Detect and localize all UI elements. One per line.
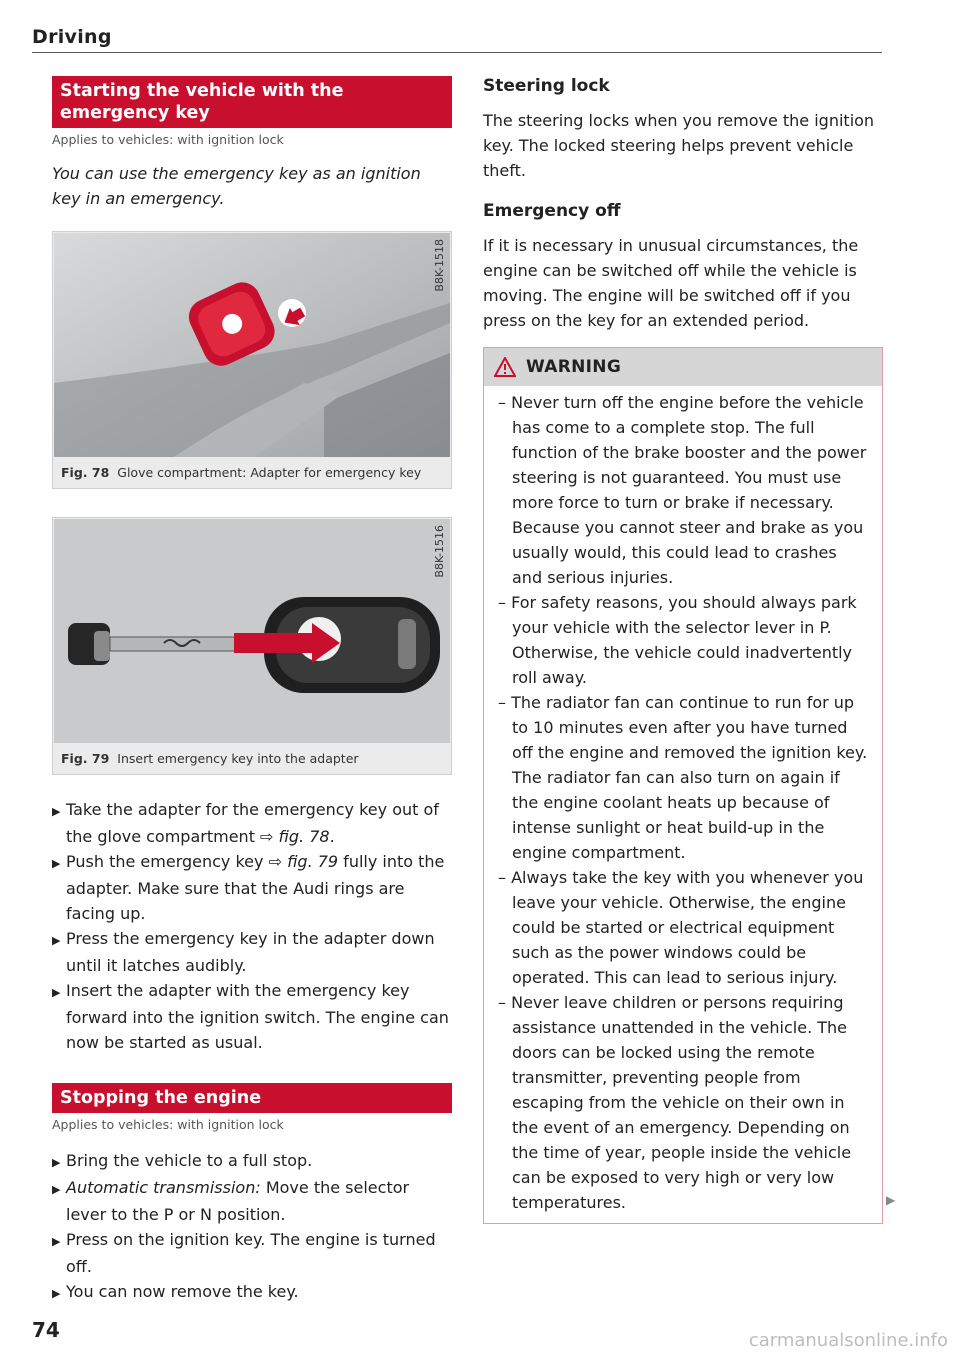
- bullet-arrow-icon: ▶: [52, 805, 61, 818]
- continue-arrow-icon: ▶: [886, 1193, 896, 1207]
- figure-78-caption: [53, 458, 451, 488]
- header-divider: [32, 52, 882, 53]
- start-steps-list: [52, 797, 452, 1055]
- steering-lock-heading: Steering lock: [483, 76, 610, 96]
- warning-title: WARNING: [526, 357, 622, 377]
- steering-lock-text: The steering locks when you remove the ignition key. The locked steering helps prevent vehicle theft.: [483, 111, 875, 180]
- left-column: [52, 76, 452, 1306]
- figure-79: [52, 517, 452, 775]
- emergency-off-heading: Emergency off: [483, 201, 621, 221]
- figure-79-caption: [53, 744, 451, 774]
- bullet-arrow-icon: ▶: [52, 934, 61, 947]
- list-item: ▶ Take the adapter for the emergency key out of the glove compartment ⇨ fig. 78.: [52, 800, 439, 846]
- list-item: ▶ Press the emergency key in the adapter down until it latches audibly.: [52, 929, 435, 975]
- figure-code: B8K-1518: [433, 239, 446, 292]
- warning-triangle-icon: [494, 357, 516, 377]
- warning-item: – The radiator fan can continue to run for up to 10 minutes even after you have turned off the engine and removed the ignition key. The radiator fan can also turn on again if the engine coolant heats up because of intense sunlight or heat build-up in the engine compartment.: [498, 693, 868, 862]
- figure-78: [52, 231, 452, 489]
- emergency-off-text: If it is necessary in unusual circumstances, the engine can be switched off while the vehicle is moving. The engine will be switched off if you press on the key for an extended period.: [483, 236, 859, 330]
- warning-header: [484, 348, 882, 386]
- warning-item: – For safety reasons, you should always park your vehicle with the selector lever in P. Otherwise, the vehicle could inadvertently roll away.: [498, 593, 857, 687]
- figure-78-image: [54, 233, 450, 457]
- right-column: [483, 76, 883, 1224]
- figure-code: B8K-1516: [433, 525, 446, 578]
- page-number: 74: [32, 1318, 60, 1342]
- warning-item: – Never turn off the engine before the vehicle has come to a complete stop. The full function of the brake booster and the power steering is not guaranteed. You must use more force to turn or brake if necessary. Because you cannot steer and brake as you usually would, this could lead to crashes and serious injuries.: [498, 393, 867, 587]
- figure-label: Fig. 79: [61, 751, 110, 766]
- bullet-arrow-icon: ▶: [52, 857, 61, 870]
- list-item: ▶ Bring the vehicle to a full stop.: [52, 1148, 452, 1175]
- list-item: ▶ Push the emergency key ⇨ fig. 79 fully into the adapter. Make sure that the Audi rings are facing up.: [52, 852, 445, 923]
- watermark: carmanualsonline.info: [748, 1330, 948, 1351]
- figure-label: Fig. 78: [61, 465, 110, 480]
- intro-text: You can use the emergency key as an ignition key in an emergency.: [52, 164, 421, 208]
- figure-reference-link[interactable]: ⇨ fig. 78: [260, 827, 330, 846]
- warning-item: – Never leave children or persons requiring assistance unattended in the vehicle. The doors can be locked using the remote transmitter, preventing people from escaping from the vehicle on their own in the event of an emergency. Depending on the time of year, people inside the vehicle can be exposed to very high or very low temperatures.: [498, 993, 852, 1212]
- list-item: ▶ Insert the adapter with the emergency key forward into the ignition switch. The engine can now be started as usual.: [52, 981, 449, 1052]
- emergency-key-adapter-illustration: [54, 519, 450, 743]
- figure-79-image: [54, 519, 450, 743]
- bullet-arrow-icon: ▶: [52, 1183, 61, 1196]
- applies-to-note: Applies to vehicles: with ignition lock: [52, 1117, 284, 1132]
- warning-item: – Always take the key with you whenever you leave your vehicle. Otherwise, the engine could be started or electrical equipment such as the power windows could be operated. This can lead to serious injury.: [498, 868, 864, 987]
- list-item: ▶ Press on the ignition key. The engine is turned off.: [52, 1230, 436, 1276]
- bullet-arrow-icon: ▶: [52, 986, 61, 999]
- section-title-stopping-engine: Stopping the engine: [52, 1083, 452, 1113]
- bullet-arrow-icon: ▶: [52, 1287, 61, 1300]
- figure-caption-text: Glove compartment: Adapter for emergency key: [117, 465, 422, 480]
- figure-caption-text: Insert emergency key into the adapter: [117, 751, 359, 766]
- section-title-emergency-key: Starting the vehicle with the emergency key: [52, 76, 452, 128]
- applies-to-note: Applies to vehicles: with ignition lock: [52, 132, 284, 147]
- bullet-arrow-icon: ▶: [52, 1156, 61, 1169]
- page-header-title: Driving: [32, 26, 112, 48]
- warning-box: [483, 347, 883, 1224]
- list-item: ▶ Automatic transmission: Move the selector lever to the P or N position.: [52, 1178, 410, 1224]
- figure-reference-link[interactable]: ⇨ fig. 79: [268, 852, 339, 871]
- bullet-arrow-icon: ▶: [52, 1235, 61, 1248]
- list-item: ▶ You can now remove the key.: [52, 1279, 452, 1306]
- warning-list: [484, 386, 882, 1223]
- stop-steps-list: [52, 1148, 452, 1306]
- glove-compartment-illustration: [54, 233, 450, 457]
